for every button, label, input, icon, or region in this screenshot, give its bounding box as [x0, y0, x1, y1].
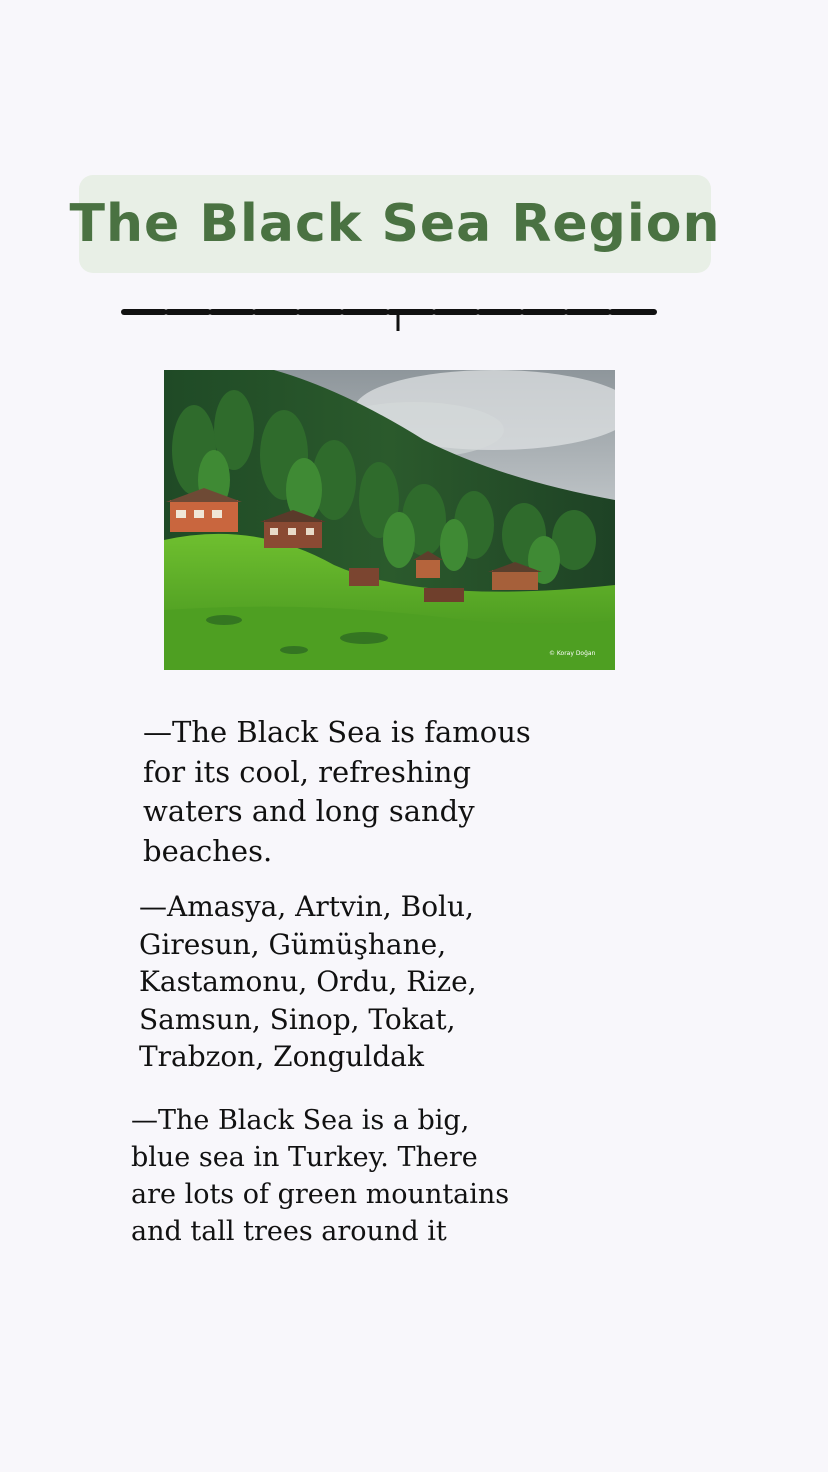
title-banner — [69, 175, 721, 273]
paragraph-line: are lots of green mountains — [131, 1179, 510, 1210]
paragraph-line: beaches. — [143, 833, 273, 868]
page-title: The Black Sea Region — [69, 194, 721, 254]
paragraph-line: Samsun, Sinop, Tokat, — [139, 1002, 456, 1036]
paragraph-famous-beaches — [143, 713, 531, 871]
hillside-village-image — [164, 370, 615, 670]
landscape-photo — [164, 370, 615, 670]
paragraph-line: and tall trees around it — [131, 1216, 447, 1247]
paragraph-cities-list — [139, 888, 489, 1076]
paragraph-line: for its cool, refreshing — [143, 754, 472, 789]
paragraph-line: —The Black Sea is a big, — [131, 1105, 470, 1136]
paragraph-line: —Amasya, Artvin, Bolu, — [139, 890, 474, 923]
paragraph-line: blue sea in Turkey. There — [131, 1142, 478, 1173]
dashed-divider — [120, 304, 658, 334]
watermark: © Koray Doğan — [549, 650, 596, 657]
paragraph-big-blue-sea — [131, 1102, 511, 1250]
paragraph-line: Kastamonu, Ordu, Rize, — [139, 965, 477, 998]
paragraph-line: Trabzon, Zonguldak — [139, 1040, 424, 1073]
paragraph-line: Giresun, Gümüşhane, — [139, 927, 447, 961]
paragraph-line: —The Black Sea is famous — [143, 715, 531, 749]
paragraph-line: waters and long sandy — [143, 794, 475, 828]
